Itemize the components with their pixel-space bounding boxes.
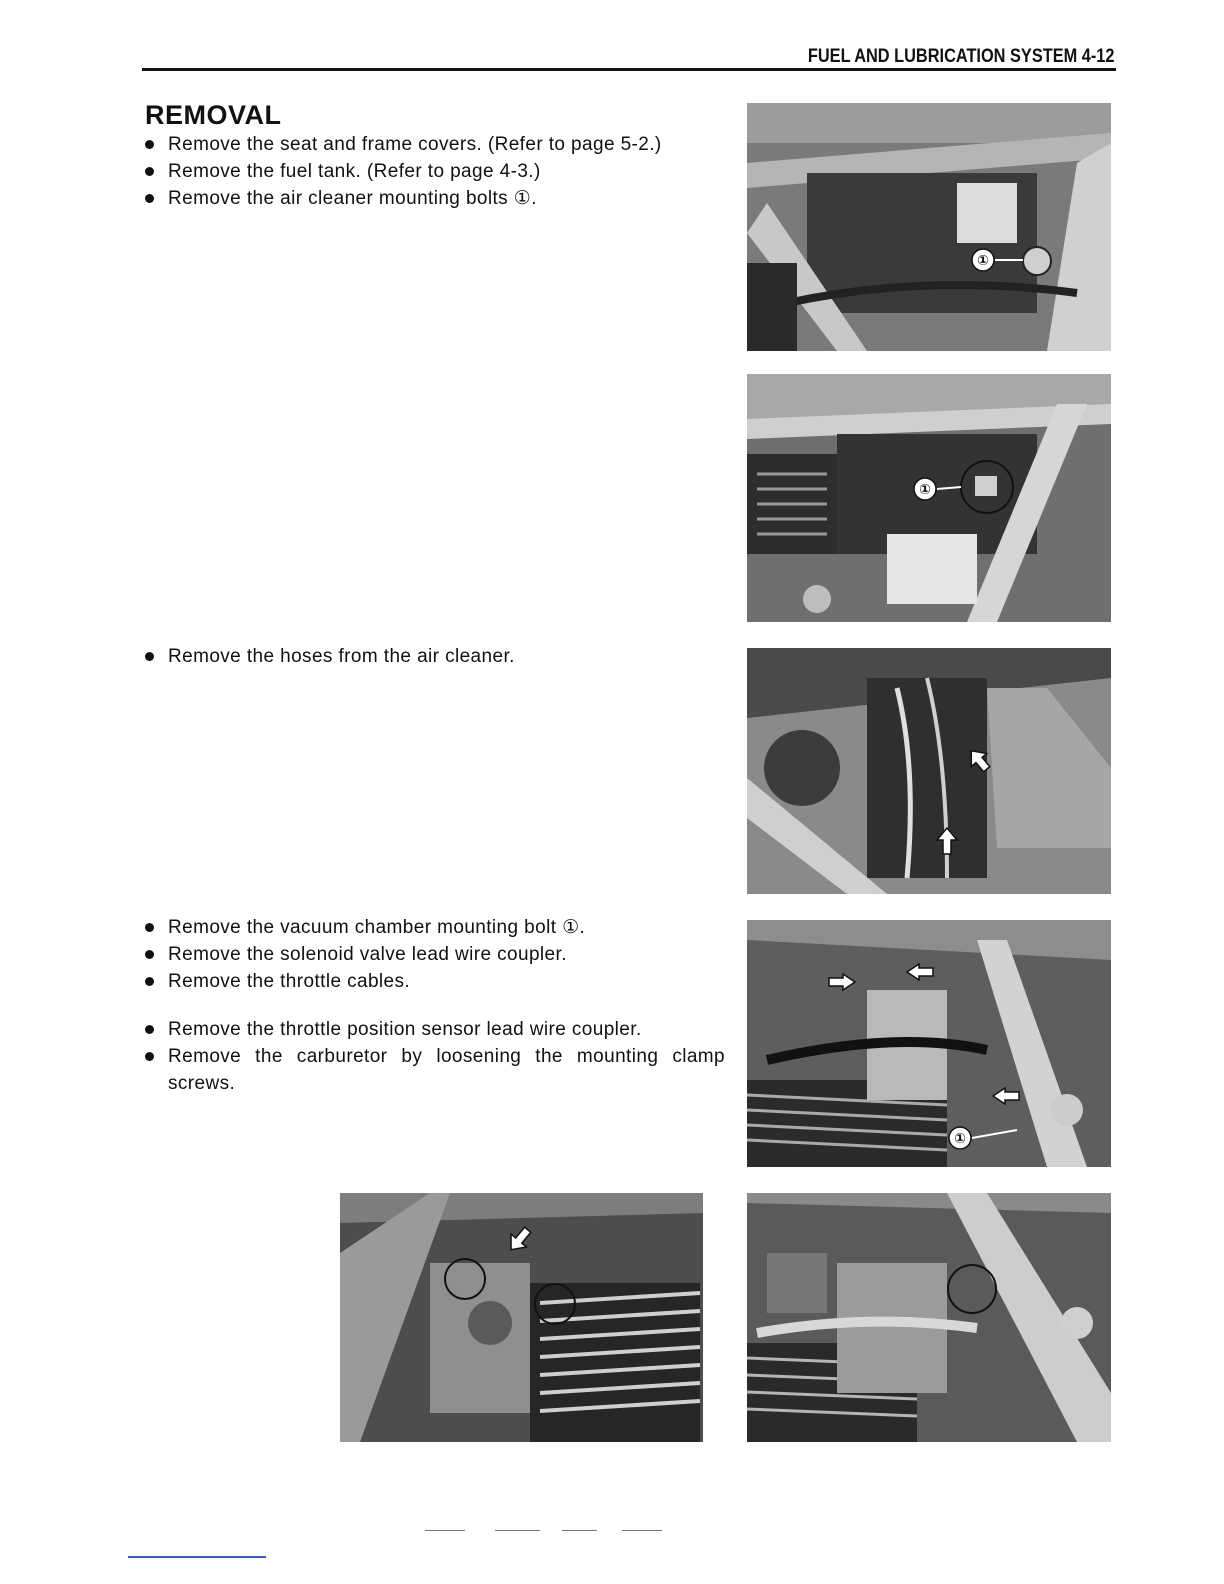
callout-label: ① xyxy=(919,482,931,498)
step-list-2 xyxy=(145,643,725,670)
header-rule xyxy=(142,68,1116,71)
engine-photo-illustration xyxy=(747,920,1111,1167)
photo-carburetor-right xyxy=(747,1193,1111,1442)
step-text: Remove the fuel tank. (Refer to page 4-3.) xyxy=(168,161,541,182)
list-item xyxy=(145,914,725,941)
bullet-icon xyxy=(145,950,154,959)
bullet-icon xyxy=(145,194,154,203)
bullet-icon xyxy=(145,167,154,176)
bullet-icon xyxy=(145,923,154,932)
running-header: FUEL AND LUBRICATION SYSTEM 4-12 xyxy=(807,46,1114,67)
list-item xyxy=(145,1016,725,1043)
section-heading: REMOVAL xyxy=(145,100,282,130)
engine-photo-illustration xyxy=(340,1193,703,1442)
step-text: Remove the seat and frame covers. (Refer to page 5-2.) xyxy=(168,134,662,155)
scan-artifact xyxy=(622,1530,662,1531)
step-list-4 xyxy=(145,1016,725,1097)
engine-photo-illustration xyxy=(747,648,1111,894)
step-text: Remove the throttle cables. xyxy=(168,971,411,992)
step-text: Remove the throttle position sensor lead wire coupler. xyxy=(168,1019,642,1040)
list-item xyxy=(145,941,725,968)
photo-air-cleaner-bolt-2 xyxy=(747,374,1111,622)
scan-artifact xyxy=(495,1530,540,1531)
bullet-icon xyxy=(145,652,154,661)
photo-carburetor-left xyxy=(340,1193,703,1442)
bullet-icon xyxy=(145,977,154,986)
list-item xyxy=(145,185,725,212)
list-item xyxy=(145,968,725,995)
step-text: Remove the air cleaner mounting bolts ①. xyxy=(168,188,537,209)
scan-artifact xyxy=(425,1530,465,1531)
step-text: Remove the hoses from the air cleaner. xyxy=(168,646,515,667)
photo-vacuum-chamber xyxy=(747,920,1111,1167)
photo-air-cleaner-bolt-1 xyxy=(747,103,1111,351)
list-item xyxy=(145,643,725,670)
step-text: Remove the solenoid valve lead wire coupler. xyxy=(168,944,567,965)
bullet-icon xyxy=(145,1052,154,1061)
photo-air-cleaner-hoses xyxy=(747,648,1111,894)
engine-photo-illustration xyxy=(747,374,1111,622)
list-item xyxy=(145,131,725,158)
step-text: Remove the carburetor by loosening the mounting clamp screws. xyxy=(168,1046,725,1094)
step-list-1 xyxy=(145,131,725,212)
bullet-icon xyxy=(145,1025,154,1034)
step-text: Remove the vacuum chamber mounting bolt ①. xyxy=(168,917,586,938)
callout-label: ① xyxy=(977,253,989,269)
engine-photo-illustration xyxy=(747,103,1111,351)
footer-link-underline xyxy=(128,1556,266,1558)
list-item xyxy=(145,158,725,185)
callout-label: ① xyxy=(954,1131,966,1147)
scan-artifact xyxy=(562,1530,597,1531)
list-item xyxy=(145,1043,725,1097)
bullet-icon xyxy=(145,140,154,149)
step-list-3 xyxy=(145,914,725,995)
engine-photo-illustration xyxy=(747,1193,1111,1442)
